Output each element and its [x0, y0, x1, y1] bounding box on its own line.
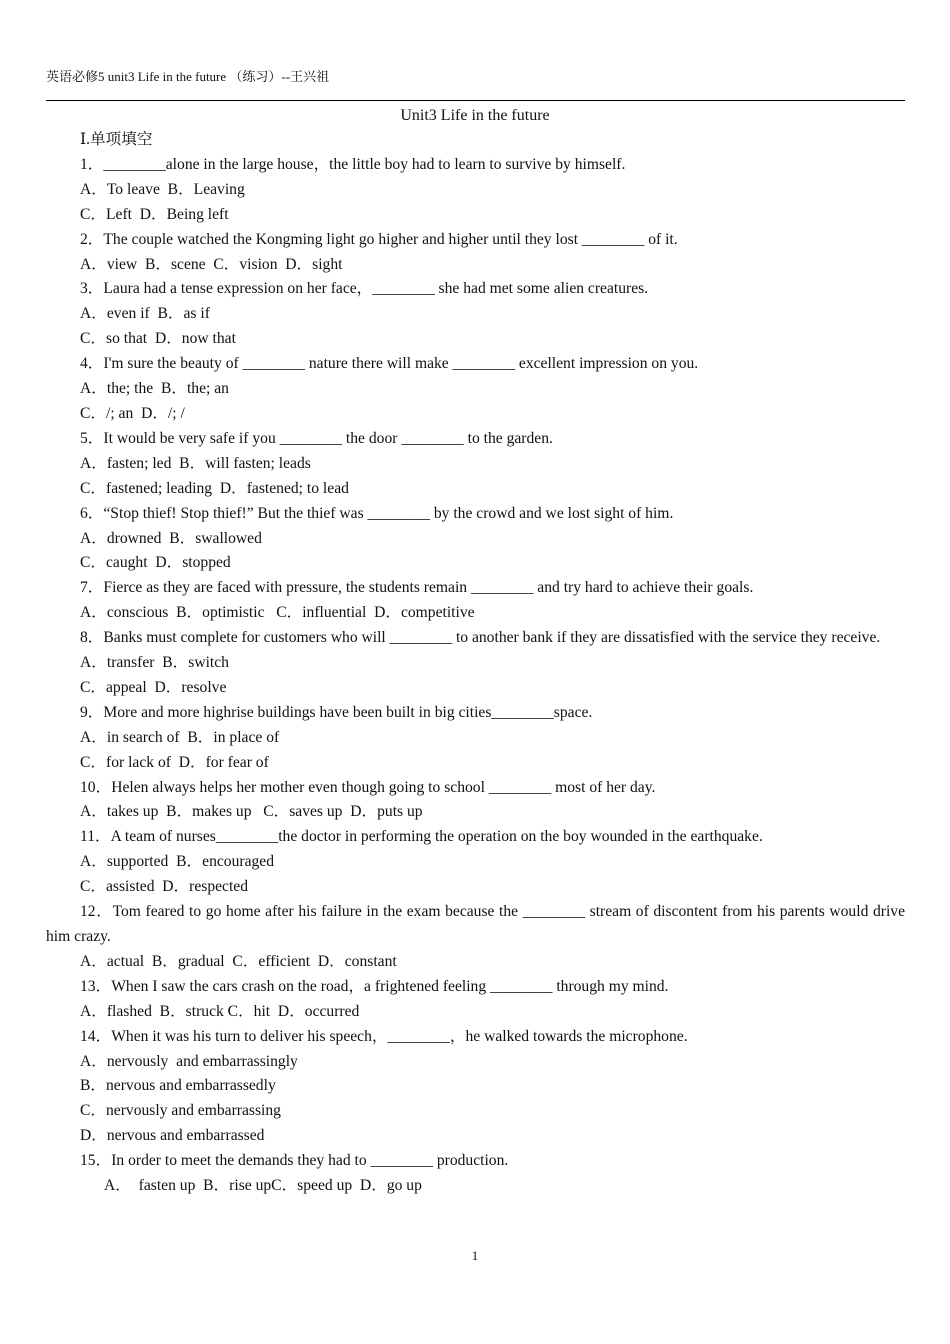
question-stem: 9．More and more highrise buildings have been built in big cities________space.	[80, 703, 593, 721]
question-stem: 5．It would be very safe if you ________ the door ________ to the garden.	[80, 429, 553, 447]
question-options: C．for lack of D．for fear of	[80, 753, 269, 771]
question-stem: 6．“Stop thief! Stop thief!” But the thief was ________ by the crowd and we lost sight of him.	[80, 504, 674, 522]
question-options: B．nervous and embarrassedly	[80, 1077, 276, 1095]
page-header: 英语必修5 unit3 Life in the future （练习）--王兴祖	[46, 69, 330, 84]
question-stem: 1．________alone in the large house，the little boy had to learn to survive by himself.	[80, 155, 626, 173]
question-stem: 7．Fierce as they are faced with pressure, the students remain ________ and try hard to achieve their goals.	[80, 579, 754, 597]
question-options: A．even if B．as if	[80, 305, 210, 323]
document-title: Unit3 Life in the future	[400, 107, 550, 124]
question-options: A．nervously and embarrassingly	[80, 1052, 298, 1070]
question-options: A．the; the B．the; an	[80, 380, 229, 398]
question-options: C．Left D．Being left	[80, 205, 229, 223]
question-stem: 3．Laura had a tense expression on her face，________ she had met some alien creatures.	[80, 280, 649, 298]
question-options: A．conscious B．optimistic C．influential D．competitive	[80, 604, 475, 622]
question-options: A．view B．scene C．vision D．sight	[80, 255, 343, 273]
question-stem: 11．A team of nurses________the doctor in performing the operation on the boy wounded in the earthquake.	[80, 828, 763, 846]
question-options: C．/; an D．/; /	[80, 404, 185, 422]
question-options: A．To leave B．Leaving	[80, 180, 245, 198]
question-options: A．drowned B．swallowed	[80, 529, 262, 547]
question-stem: 2．The couple watched the Kongming light go higher and higher until they lost ________ of it.	[80, 230, 678, 248]
question-options: C．fastened; leading D．fastened; to lead	[80, 479, 349, 497]
question-options: A． fasten up B．rise upC．speed up D．go up	[104, 1177, 422, 1195]
document-body	[46, 128, 905, 1199]
question-stem: 14．When it was his turn to deliver his speech，________，he walked towards the microphone.	[80, 1027, 688, 1045]
question-options: D．nervous and embarrassed	[80, 1127, 265, 1145]
page-number: 1	[471, 1248, 479, 1263]
question-options: A．supported B．encouraged	[80, 853, 275, 871]
question-options: A．actual B．gradual C．efficient D．constant	[80, 952, 397, 970]
question-options: A．in search of B．in place of	[80, 728, 280, 746]
question-options: C．assisted D．respected	[80, 878, 249, 896]
header-divider	[46, 100, 905, 101]
question-list	[46, 153, 905, 1199]
question-stem: 12．Tom feared to go home after his failure in the exam because the ________ stream of discontent from his parents would drive him crazy.	[46, 903, 905, 945]
question-options: C．appeal D．resolve	[80, 678, 227, 696]
question-options: A．transfer B．switch	[80, 654, 229, 672]
question-stem: 13．When I saw the cars crash on the road，a frightened feeling ________ through my mind.	[80, 977, 669, 995]
question-stem: 15．In order to meet the demands they had to ________ production.	[80, 1152, 509, 1170]
question-options: C．caught D．stopped	[80, 554, 231, 572]
section-title: Ⅰ.单项填空	[80, 131, 153, 148]
question-stem: 4．I'm sure the beauty of ________ nature there will make ________ excellent impression on you.	[80, 355, 699, 373]
question-stem: 10．Helen always helps her mother even though going to school ________ most of her day.	[80, 778, 656, 796]
question-options: A．fasten; led B．will fasten; leads	[80, 454, 311, 472]
question-stem: 8．Banks must complete for customers who will ________ to another bank if they are dissatisfied with the service they receive.	[80, 629, 881, 647]
question-options: C．so that D．now that	[80, 330, 236, 348]
question-options: A．flashed B．struck C．hit D．occurred	[80, 1002, 360, 1020]
question-options: C．nervously and embarrassing	[80, 1102, 281, 1120]
question-options: A．takes up B．makes up C．saves up D．puts up	[80, 803, 423, 821]
